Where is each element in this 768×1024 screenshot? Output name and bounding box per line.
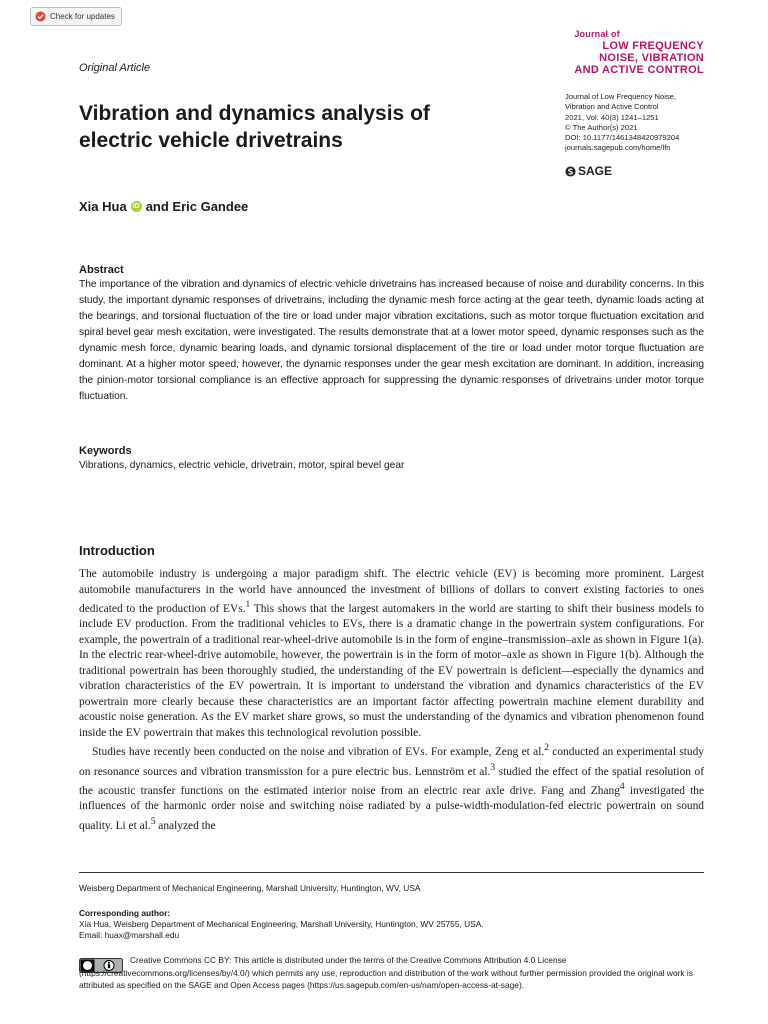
journal-logo [574, 28, 704, 76]
journal-logo-line-1: LOW FREQUENCY [602, 40, 704, 52]
keywords-heading: Keywords [79, 445, 132, 457]
citation-ref[interactable]: 1 [245, 600, 251, 610]
journal-info-url[interactable]: journals.sagepub.com/home/lfn [565, 143, 671, 153]
sage-logo-text: SAGE [578, 164, 613, 178]
corresponding-author-heading: Corresponding author: [79, 908, 171, 918]
authors [79, 199, 248, 214]
keywords-text: Vibrations, dynamics, electric vehicle, drivetrain, motor, spiral bevel gear [79, 460, 405, 471]
author-1: Xia Hua [79, 199, 127, 214]
journal-info-copyright: © The Author(s) 2021 [565, 122, 638, 132]
introduction-paragraph-1 [79, 567, 704, 741]
corresponding-author-address: Xia Hua, Weisberg Department of Mechanical Engineering, Marshall University, Huntington, WV 25755, USA. [79, 919, 484, 929]
crossmark-icon [35, 11, 46, 22]
sage-logo [565, 164, 612, 178]
journal-logo-prefix: Journal of [574, 29, 620, 39]
corresponding-author [79, 908, 484, 941]
citation-ref[interactable]: 5 [150, 816, 156, 827]
paragraph-text: studied the effect of the spatial resolution of the acoustic transfer functions on the estimated interior noise from an electric rear axle drive. Fang and Zhang [79, 765, 704, 797]
orcid-icon[interactable]: iD [132, 203, 140, 210]
abstract-heading: Abstract [79, 264, 124, 276]
paragraph-text: Studies have recently been conducted on the noise and vibration of EVs. For example, Zeng et al. [92, 746, 545, 759]
paragraph-text: conducted an experimental study on resonance sources and vibration transmission for a pure electric bus. Lennström et al. [79, 746, 705, 778]
journal-logo-line-3: AND ACTIVE CONTROL [574, 64, 704, 76]
author-2: and Eric Gandee [145, 199, 249, 214]
introduction-heading: Introduction [79, 543, 155, 558]
journal-info-name-1: Journal of Low Frequency Noise, [565, 92, 677, 101]
introduction-paragraph-2 [79, 741, 704, 834]
citation-ref[interactable]: 3 [490, 762, 496, 773]
paragraph-text: This shows that the largest automakers in the world are starting to shift their business models to include EV production. From the traditional vehicles to EVs, there is a dramatic change in the powertrain system configurations. For example, the powertrain of a traditional rear-wheel-drive automobile is in the form of engine–transmission–axle as shown in Figure 1(a). In the electric rear-wheel-drive automobile, however, the powertrain is in the form of motor–axle as shown in Figure 1(b). Although the traditional powertrain has been thoroughly studied, the understanding of the EV powertrain is deficient—especially the dynamics and vibration characteristics of the EV powertrain. It is important to understand the vibration and dynamics characteristics of the EV powertrain more clearly because these characteristics are an important factor affecting powertrain machine element durability and acoustic noise generation. As the EV market share grows, so must the understanding of the dynamics and vibration phenomenon found inside the EV powertrain that makes this technological revolution possible. [79, 602, 704, 739]
affiliation: Weisberg Department of Mechanical Engineering, Marshall University, Huntington, WV, USA [79, 883, 421, 893]
journal-info [565, 92, 679, 154]
journal-logo-line-2: NOISE, VIBRATION [599, 52, 704, 64]
check-for-updates-button[interactable] [30, 7, 122, 26]
paragraph-text: investigated the influences of the harmonic order noise and switching noise radiated by a pulse-width-modulation-fed electric powertrain on sound quality. Li et al. [79, 784, 705, 832]
check-for-updates-label: Check for updates [50, 12, 115, 21]
footer-divider [79, 872, 704, 873]
paragraph-text: analyzed the [155, 819, 216, 832]
introduction-body [79, 567, 704, 834]
paragraph-text: The automobile industry is undergoing a major paradigm shift. The electric vehicle (EV) is becoming more prominent. Largest automobile manufacturers in the world have announced the investment of billions of dollars to convert existing factories to ones dedicated to the production of EVs. [79, 568, 704, 615]
license-text: Creative Commons CC BY: This article is distributed under the terms of the Creative Commons Attribution 4.0 License (https://creativecommons.org/licenses/by/4.0/) which permits any use, reproduction and distribution of the work without further permission provided the original work is attributed as specified on the SAGE and Open Access pages (https://us.sagepub.com/en-us/nam/open-access-at-sage). [79, 955, 693, 990]
corresponding-author-email[interactable]: Email: huax@marshall.edu [79, 930, 180, 940]
journal-info-volume: 2021, Vol. 40(3) 1241–1251 [565, 112, 659, 122]
article-type: Original Article [79, 62, 151, 74]
journal-info-name-2: Vibration and Active Control [565, 102, 659, 112]
abstract-text: The importance of the vibration and dynamics of electric vehicle drivetrains has increased because of noise and durability concerns. In this study, the important dynamic responses of drivetrains, including the dynamic mesh force acting at the gear teeth, dynamic loads acting at the bearings, and torsional fluctuation of the tire or load under major vibration excitations, such as motor torque fluctuation excitation and spiral bevel gear mesh excitation, were investigated. The results demonstrate that at a lower motor speed, dynamic responses such as the dynamic mesh force, dynamic bearing loads, and dynamic torsional displacement of the tire or load under motor torque fluctuation are dominant. At a higher motor speed, however, the dynamic responses under the gear mesh excitation are dominant. In addition, increasing the pinion-motor torsional compliance is an effective approach for suppressing the dynamic responses of drivetrains under motor torque fluctuation. [79, 279, 704, 402]
journal-info-doi[interactable]: DOI: 10.1177/1461348420979204 [565, 133, 680, 143]
citation-ref[interactable]: 2 [544, 743, 549, 754]
sage-s-icon [565, 166, 576, 177]
article-title: Vibration and dynamics analysis of electric vehicle drivetrains [79, 102, 430, 152]
citation-ref[interactable]: 4 [619, 781, 625, 792]
